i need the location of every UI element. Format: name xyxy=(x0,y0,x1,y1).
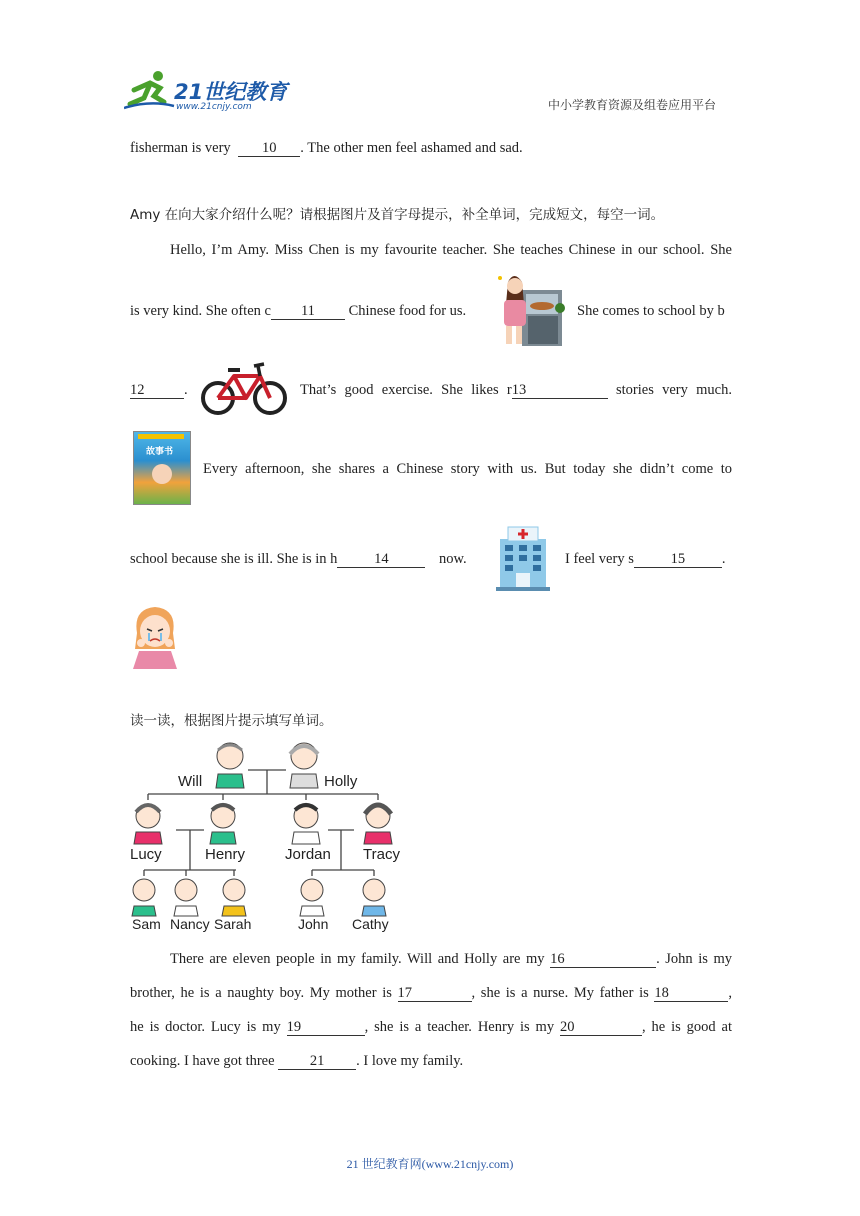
grandma-holly-icon xyxy=(290,743,318,788)
logo-title: 21世纪教育 xyxy=(174,80,288,104)
sarah-icon xyxy=(222,879,246,916)
name-will: Will xyxy=(178,773,203,790)
name-john: John xyxy=(298,916,329,932)
paragraph-line-2-end: She comes to school by b xyxy=(577,303,725,319)
blank-17[interactable]: 17 xyxy=(398,985,472,1002)
hospital-image xyxy=(494,525,552,591)
blank-12[interactable]: 12 xyxy=(130,382,184,399)
section1-instruction: Amy 在向大家介绍什么呢？请根据图片及首字母提示，补全单词，完成短文，每空一词。 xyxy=(130,207,665,223)
family-text-line-1: There are eleven people in my family. Will and Holly are my 16 . John is my xyxy=(170,951,732,967)
blank-15[interactable]: 15 xyxy=(634,551,722,568)
blank-19[interactable]: 19 xyxy=(287,1019,365,1036)
family-text-line-2: brother, he is a naughty boy. My mother is 17 , she is a nurse. My father is 18 , xyxy=(130,985,733,1001)
mother-tracy-icon xyxy=(364,804,392,844)
cooking-teacher-image xyxy=(494,270,566,348)
name-jordan: Jordan xyxy=(285,846,331,863)
cathy-icon xyxy=(362,879,386,916)
family-tree xyxy=(128,740,408,936)
name-sam: Sam xyxy=(132,916,161,932)
name-nancy: Nancy xyxy=(170,916,210,932)
section2-instruction: 读一读，根据图片提示填写单词。 xyxy=(130,713,333,729)
name-henry: Henry xyxy=(205,846,246,863)
sad-girl-image xyxy=(131,603,179,669)
aunt-lucy-icon xyxy=(134,804,162,844)
nancy-icon xyxy=(174,879,198,916)
header-right-text: 中小学教育资源及组卷应用平台 xyxy=(548,98,717,112)
name-holly: Holly xyxy=(324,773,358,790)
blank-14[interactable]: 14 xyxy=(337,551,425,568)
header-logo xyxy=(124,70,294,114)
paragraph-line-3: 12 . xyxy=(130,382,188,398)
blank-18[interactable]: 18 xyxy=(654,985,728,1002)
blank-16[interactable]: 16 xyxy=(550,951,656,968)
paragraph-line-1: Hello, I’m Amy. Miss Chen is my favourite teacher. She teaches Chinese in our school. She xyxy=(170,242,732,258)
name-lucy: Lucy xyxy=(130,846,162,863)
story-book-image xyxy=(133,431,191,505)
blank-10[interactable]: 10 xyxy=(238,140,300,157)
bicycle-image xyxy=(200,360,288,416)
family-text-line-3: he is doctor. Lucy is my 19 , she is a teacher. Henry is my 20 , he is good at xyxy=(130,1019,733,1035)
sam-icon xyxy=(132,879,156,916)
john-icon xyxy=(300,879,324,916)
blank-20[interactable]: 20 xyxy=(560,1019,642,1036)
blank-11[interactable]: 11 xyxy=(271,303,345,320)
grandpa-will-icon xyxy=(216,743,244,788)
name-tracy: Tracy xyxy=(363,846,400,863)
paragraph-line-2: is very kind. She often c 11 Chinese food for us. xyxy=(130,303,467,319)
continuation-line: fisherman is very 10 . The other men feel ashamed and sad. xyxy=(130,140,523,156)
paragraph-line-5: school because she is ill. She is in h 14 now. xyxy=(130,551,467,567)
book-title: 故事书 xyxy=(146,447,174,457)
footer-link[interactable]: 21 世纪教育网(www.21cnjy.com) xyxy=(346,1157,514,1171)
family-tree-lines xyxy=(128,740,408,936)
uncle-henry-icon xyxy=(210,804,236,844)
paragraph-line-5-end: I feel very s 15 . xyxy=(565,551,726,567)
father-jordan-icon xyxy=(292,804,320,844)
paragraph-line-4: Every afternoon, she shares a Chinese story with us. But today she didn’t come to xyxy=(203,461,732,477)
name-cathy: Cathy xyxy=(352,916,389,932)
runner-logo-icon xyxy=(124,70,176,112)
paragraph-line-3-end: That’s good exercise. She likes r13 stories very much. xyxy=(300,382,732,398)
logo-url: www.21cnjy.com xyxy=(176,102,252,112)
name-sarah: Sarah xyxy=(214,916,252,932)
blank-21[interactable]: 21 xyxy=(278,1053,356,1070)
blank-13[interactable]: 13 xyxy=(512,382,608,399)
family-text-line-4: cooking. I have got three 21 . I love my family. xyxy=(130,1053,464,1069)
